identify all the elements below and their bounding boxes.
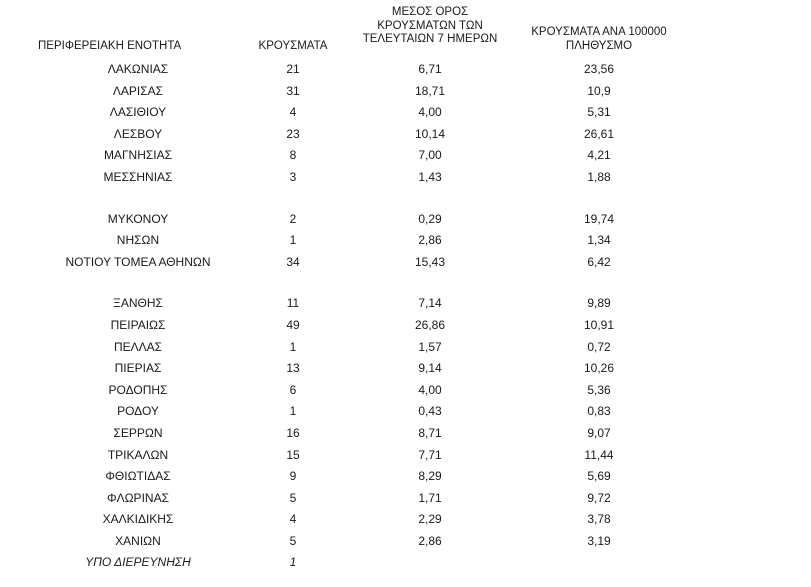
table-row bbox=[0, 489, 811, 511]
cases-cell: 1 bbox=[289, 404, 297, 419]
per-100k-cell: 23,56 bbox=[583, 62, 615, 76]
table-row bbox=[0, 338, 811, 360]
table-row bbox=[0, 60, 811, 82]
cases-cell: 31 bbox=[286, 83, 300, 98]
table-row bbox=[0, 532, 811, 554]
table-row bbox=[0, 316, 811, 338]
average-cell: 2,86 bbox=[418, 233, 442, 248]
per-100k-cell: 5,36 bbox=[587, 382, 611, 397]
cases-cell: 16 bbox=[286, 425, 300, 440]
region-cell: ΜΥΚΟΝΟΥ bbox=[107, 211, 169, 226]
region-cell: ΤΡΙΚΑΛΩΝ bbox=[107, 447, 169, 462]
region-cell: ΦΘΙΩΤΙΔΑΣ bbox=[105, 469, 171, 484]
row-spacer bbox=[0, 190, 811, 210]
header-7day-average: ΜΕΣΟΣ ΟΡΟΣ ΚΡΟΥΣΜΑΤΩΝ ΤΩΝ ΤΕΛΕΥΤΑΙΩΝ 7 ΗΜΕΡΩΝ bbox=[362, 6, 498, 45]
cases-cell: 5 bbox=[289, 533, 297, 548]
table-row bbox=[0, 424, 811, 446]
cases-cell: 6 bbox=[289, 382, 297, 397]
per-100k-cell: 9,72 bbox=[587, 490, 611, 505]
header-cases: ΚΡΟΥΣΜΑΤΑ bbox=[258, 40, 328, 52]
table-row bbox=[0, 231, 811, 253]
average-cell: 6,71 bbox=[418, 62, 442, 76]
table-row bbox=[0, 402, 811, 424]
table-row bbox=[0, 381, 811, 403]
region-cell: ΛΕΣΒΟΥ bbox=[113, 126, 163, 141]
table-row bbox=[0, 103, 811, 125]
pending-investigation-row bbox=[0, 553, 811, 575]
cases-cell: 4 bbox=[289, 512, 297, 527]
average-cell: 7,00 bbox=[418, 148, 442, 163]
average-cell: 10,14 bbox=[414, 126, 446, 141]
cases-cell: 3 bbox=[289, 169, 297, 184]
table-row bbox=[0, 146, 811, 168]
table-row bbox=[0, 125, 811, 147]
per-100k-cell: 5,31 bbox=[587, 105, 611, 120]
region-cell: ΡΟΔΟΠΗΣ bbox=[108, 382, 168, 397]
region-cell: ΡΟΔΟΥ bbox=[117, 404, 159, 419]
table-row bbox=[0, 510, 811, 532]
per-100k-cell: 1,88 bbox=[587, 169, 611, 184]
average-cell: 15,43 bbox=[414, 254, 446, 269]
table-row bbox=[0, 210, 811, 232]
cases-cell: 8 bbox=[289, 148, 297, 163]
table-row bbox=[0, 82, 811, 104]
per-100k-cell: 19,74 bbox=[583, 211, 615, 226]
average-cell: 8,71 bbox=[418, 425, 442, 440]
table-row bbox=[0, 294, 811, 316]
average-cell: 18,71 bbox=[414, 83, 446, 98]
table-row bbox=[0, 168, 811, 190]
table-row bbox=[0, 359, 811, 381]
per-100k-cell: 1,34 bbox=[587, 233, 611, 248]
region-cell: ΧΑΛΚΙΔΙΚΗΣ bbox=[102, 512, 174, 527]
table-row bbox=[0, 253, 811, 275]
cases-cell: 34 bbox=[286, 254, 300, 269]
table-header bbox=[0, 6, 811, 56]
cases-cell: 4 bbox=[289, 105, 297, 120]
cases-cell: 49 bbox=[286, 317, 300, 332]
cases-cell: 23 bbox=[286, 126, 300, 141]
per-100k-cell: 6,42 bbox=[587, 254, 611, 269]
region-cell: ΛΑΚΩΝΙΑΣ bbox=[107, 62, 169, 76]
header-region: ΠΕΡΙΦΕΡΕΙΑΚΗ ΕΝΟΤΗΤΑ bbox=[38, 40, 182, 52]
region-cell: ΝΟΤΙΟΥ ΤΟΜΕΑ ΑΘΗΝΩΝ bbox=[65, 254, 211, 269]
per-100k-cell: 10,91 bbox=[583, 317, 615, 332]
average-cell: 0,29 bbox=[418, 211, 442, 226]
cases-cell: 11 bbox=[286, 296, 300, 311]
per-100k-cell: 11,44 bbox=[584, 447, 614, 462]
region-cell: ΛΑΣΙΘΙΟΥ bbox=[109, 105, 167, 120]
cases-cell: 2 bbox=[289, 211, 297, 226]
average-cell: 1,43 bbox=[418, 169, 442, 184]
per-100k-cell: 4,21 bbox=[587, 148, 611, 163]
table-body bbox=[0, 60, 811, 575]
region-cell: ΜΕΣΣΗΝΙΑΣ bbox=[103, 169, 173, 184]
region-cell: ΛΑΡΙΣΑΣ bbox=[112, 83, 164, 98]
row-spacer bbox=[0, 274, 811, 294]
table-row bbox=[0, 446, 811, 468]
per-100k-cell: 10,9 bbox=[587, 83, 611, 98]
per-100k-cell: 9,07 bbox=[587, 425, 611, 440]
cases-cell: 13 bbox=[286, 361, 300, 376]
cases-cell: 15 bbox=[286, 447, 300, 462]
average-cell: 1,57 bbox=[418, 339, 442, 354]
region-cell: ΞΑΝΘΗΣ bbox=[113, 296, 163, 311]
per-100k-cell: 9,89 bbox=[587, 296, 611, 311]
average-cell: 1,71 bbox=[418, 490, 442, 505]
per-100k-cell: 26,61 bbox=[583, 126, 615, 141]
average-cell: 2,29 bbox=[418, 512, 442, 527]
average-cell: 0,43 bbox=[418, 404, 442, 419]
average-cell: 7,71 bbox=[418, 447, 442, 462]
average-cell: 9,14 bbox=[418, 361, 442, 376]
cases-cell: 21 bbox=[286, 62, 300, 76]
region-cell: ΣΕΡΡΩΝ bbox=[113, 425, 163, 440]
per-100k-cell: 3,19 bbox=[587, 533, 611, 548]
region-cell: ΜΑΓΝΗΣΙΑΣ bbox=[103, 148, 173, 163]
average-cell: 7,14 bbox=[418, 296, 442, 311]
cases-cell: 5 bbox=[289, 490, 297, 505]
per-100k-cell: 3,78 bbox=[587, 512, 611, 527]
per-100k-cell: 0,83 bbox=[587, 404, 611, 419]
average-cell: 2,86 bbox=[418, 533, 442, 548]
region-cell: ΠΙΕΡΙΑΣ bbox=[114, 361, 162, 376]
region-cell: ΥΠΟ ΔΙΕΡΕΥΝΗΣΗ bbox=[85, 555, 191, 570]
cases-cell: 9 bbox=[289, 469, 297, 484]
per-100k-cell: 10,26 bbox=[583, 361, 615, 376]
average-cell: 4,00 bbox=[418, 105, 442, 120]
region-cell: ΧΑΝΙΩΝ bbox=[115, 533, 161, 548]
cases-cell: 1 bbox=[289, 233, 297, 248]
per-100k-cell: 0,72 bbox=[587, 339, 611, 354]
region-cell: ΦΛΩΡΙΝΑΣ bbox=[107, 490, 169, 505]
cases-cell: 1 bbox=[289, 339, 297, 354]
region-cell: ΠΕΙΡΑΙΩΣ bbox=[110, 317, 166, 332]
average-cell: 26,86 bbox=[414, 317, 446, 332]
average-cell: 8,29 bbox=[418, 469, 442, 484]
header-cases-per-100k: ΚΡΟΥΣΜΑΤΑ ΑΝΑ 100000 ΠΛΗΘΥΣΜΟ bbox=[531, 26, 667, 52]
cases-cell: 1 bbox=[289, 555, 297, 570]
table-row bbox=[0, 467, 811, 489]
region-cell: ΠΕΛΛΑΣ bbox=[113, 339, 163, 354]
average-cell: 4,00 bbox=[418, 382, 442, 397]
region-cell: ΝΗΣΩΝ bbox=[116, 233, 160, 248]
per-100k-cell: 5,69 bbox=[587, 469, 611, 484]
